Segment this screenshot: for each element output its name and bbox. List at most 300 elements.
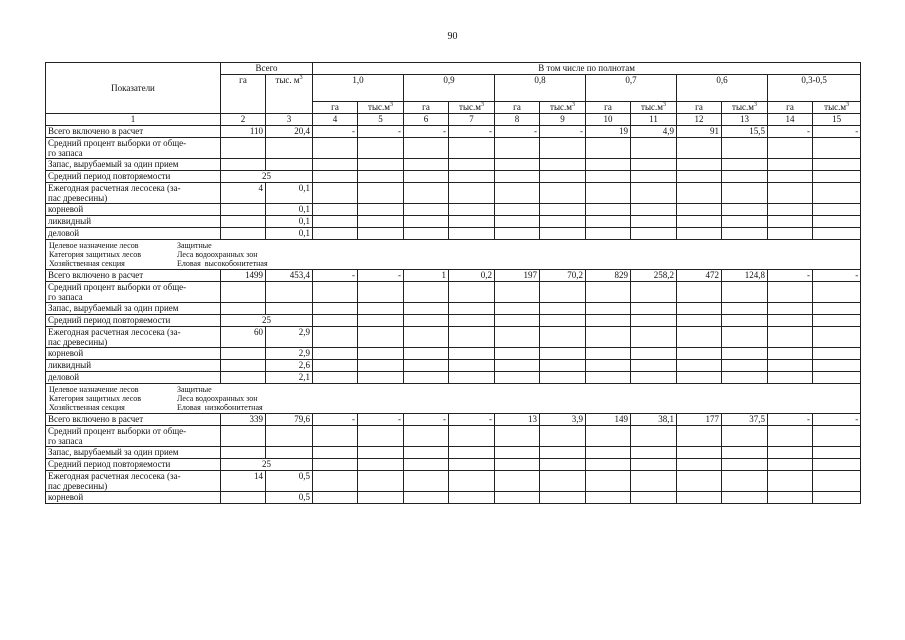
table-cell [813, 360, 861, 372]
table-cell [358, 459, 404, 471]
table-cell [358, 159, 404, 171]
table-cell [722, 327, 768, 348]
table-cell [586, 282, 631, 303]
header-density-2: 0,8 [495, 75, 586, 102]
table-cell [313, 303, 358, 315]
table-cell [358, 471, 404, 492]
table-cell: 19 [586, 126, 631, 138]
table-cell [313, 216, 358, 228]
table-row [46, 348, 861, 360]
table-cell [495, 360, 540, 372]
table-cell [631, 138, 677, 159]
column-number: 8 [495, 114, 540, 126]
table-cell [540, 303, 586, 315]
table-cell: 124,8 [722, 270, 768, 282]
row-label: деловой [46, 372, 221, 384]
table-cell [631, 372, 677, 384]
table-cell [813, 447, 861, 459]
table-cell: - [449, 126, 495, 138]
table-cell [586, 216, 631, 228]
table-cell [586, 138, 631, 159]
row-label: ликвидный [46, 360, 221, 372]
table-cell [358, 372, 404, 384]
table-cell [358, 204, 404, 216]
table-cell [768, 471, 813, 492]
header-sub-volume: $тыс.м^3$ [358, 102, 404, 114]
table-cell [358, 492, 404, 504]
table-cell [586, 348, 631, 360]
table-row [46, 216, 861, 228]
table-cell: - [358, 270, 404, 282]
header-sub-ha: га [677, 102, 722, 114]
table-cell [813, 348, 861, 360]
table-cell [631, 171, 677, 183]
table-cell [404, 348, 449, 360]
table-cell [631, 315, 677, 327]
table-cell [722, 216, 768, 228]
table-cell [313, 459, 358, 471]
table-cell [722, 159, 768, 171]
table-cell [586, 372, 631, 384]
table-cell: 197 [495, 270, 540, 282]
table-cell [358, 426, 404, 447]
table-cell [677, 138, 722, 159]
table-cell [722, 459, 768, 471]
table-cell [813, 471, 861, 492]
table-cell: - [768, 414, 813, 426]
table-cell [358, 228, 404, 240]
table-cell: 60 [221, 327, 266, 348]
row-label: Запас, вырубаемый за один прием [46, 159, 221, 171]
table-cell: 4 [221, 183, 266, 204]
table-cell [221, 492, 266, 504]
column-number: 5 [358, 114, 404, 126]
table-cell: 258,2 [631, 270, 677, 282]
table-cell [358, 360, 404, 372]
table-cell [631, 183, 677, 204]
table-cell [495, 159, 540, 171]
table-cell [631, 159, 677, 171]
table-cell: 13 [495, 414, 540, 426]
table-cell [313, 171, 358, 183]
table-cell: - [358, 414, 404, 426]
table-cell [813, 171, 861, 183]
table-cell [540, 372, 586, 384]
table-cell [540, 360, 586, 372]
table-cell: - [313, 126, 358, 138]
table-cell [586, 159, 631, 171]
table-cell [313, 492, 358, 504]
table-cell [540, 204, 586, 216]
table-cell: 0,1 [266, 216, 313, 228]
table-cell [313, 426, 358, 447]
header-total: Всего [221, 63, 313, 75]
table-cell [813, 327, 861, 348]
table-cell [495, 315, 540, 327]
table-cell [540, 327, 586, 348]
table-cell: - [404, 414, 449, 426]
section-info-key: Категория защитных лесов [49, 250, 142, 259]
table-cell: - [404, 126, 449, 138]
table-cell [404, 447, 449, 459]
table-cell [631, 471, 677, 492]
row-label: Ежегодная расчетная лесосека (за- пас древесины) [46, 183, 221, 204]
table-row [46, 459, 861, 471]
table-cell [313, 315, 358, 327]
page-number: 90 [447, 31, 458, 42]
table-cell [495, 327, 540, 348]
header-sub-ha: га [495, 102, 540, 114]
table-cell [813, 459, 861, 471]
table-cell [677, 216, 722, 228]
section-info-value: Еловая высокобонитетная [177, 259, 268, 268]
header-density-4: 0,6 [677, 75, 768, 102]
table-cell [631, 426, 677, 447]
row-label: Всего включено в расчет [46, 126, 221, 138]
table-cell [404, 327, 449, 348]
table-cell [266, 138, 313, 159]
table-row [46, 360, 861, 372]
table-cell [586, 327, 631, 348]
row-label: ликвидный [46, 216, 221, 228]
table-cell [404, 282, 449, 303]
row-label: Средний процент выборки от обще- го запаса [46, 426, 221, 447]
table-cell: 2,9 [266, 348, 313, 360]
table-cell [313, 183, 358, 204]
table-cell: 79,6 [266, 414, 313, 426]
table-cell [677, 492, 722, 504]
table-cell [449, 327, 495, 348]
table-cell [768, 360, 813, 372]
table-cell [540, 159, 586, 171]
table-cell: 2,6 [266, 360, 313, 372]
header-density-5: 0,3-0,5 [768, 75, 861, 102]
table-row [46, 270, 861, 282]
table-cell: 177 [677, 414, 722, 426]
header-total-volume: тыс. $м^3$ [266, 75, 313, 114]
table-cell [813, 492, 861, 504]
table-cell [404, 228, 449, 240]
header-sub-volume: $тыс.м^3$ [813, 102, 861, 114]
table-cell [266, 159, 313, 171]
table-cell: 20,4 [266, 126, 313, 138]
table-cell [358, 303, 404, 315]
table-cell [768, 327, 813, 348]
table-cell: - [813, 270, 861, 282]
header-by-density: В том числе по полнотам [313, 63, 861, 75]
table-cell: 0,1 [266, 228, 313, 240]
table-cell [313, 327, 358, 348]
allowable-cut-table [45, 62, 861, 504]
table-cell [358, 138, 404, 159]
table-cell [631, 282, 677, 303]
column-number: 7 [449, 114, 495, 126]
table-cell [449, 303, 495, 315]
table-cell [449, 471, 495, 492]
column-number: 2 [221, 114, 266, 126]
table-cell [722, 492, 768, 504]
table-cell: - [495, 126, 540, 138]
table-cell [221, 372, 266, 384]
table-row [46, 228, 861, 240]
table-cell [768, 348, 813, 360]
table-cell [768, 492, 813, 504]
table-cell [677, 282, 722, 303]
column-number: 10 [586, 114, 631, 126]
section-info-line [49, 250, 857, 259]
table-cell [768, 447, 813, 459]
table-cell [358, 348, 404, 360]
table-cell [586, 471, 631, 492]
table-cell [768, 159, 813, 171]
table-cell [722, 372, 768, 384]
table-cell [813, 138, 861, 159]
table-cell: 0,1 [266, 204, 313, 216]
table-cell [722, 348, 768, 360]
row-label: корневой [46, 204, 221, 216]
table-cell: 1499 [221, 270, 266, 282]
table-cell [631, 216, 677, 228]
table-cell [358, 315, 404, 327]
table-cell: 37,5 [722, 414, 768, 426]
table-cell [313, 282, 358, 303]
table-cell [404, 372, 449, 384]
table-cell: - [449, 414, 495, 426]
row-label: корневой [46, 492, 221, 504]
table-cell [540, 228, 586, 240]
table-row [46, 471, 861, 492]
row-label: Ежегодная расчетная лесосека (за- пас древесины) [46, 471, 221, 492]
row-label: Ежегодная расчетная лесосека (за- пас древесины) [46, 327, 221, 348]
table-cell [221, 447, 266, 459]
table-cell: 149 [586, 414, 631, 426]
table-row [46, 447, 861, 459]
table-cell [313, 360, 358, 372]
table-cell [813, 204, 861, 216]
table-cell [404, 138, 449, 159]
table-cell: 14 [221, 471, 266, 492]
table-cell: - [768, 126, 813, 138]
table-cell [449, 447, 495, 459]
section-info [46, 240, 861, 270]
table-cell [449, 159, 495, 171]
column-number: 9 [540, 114, 586, 126]
column-number: 6 [404, 114, 449, 126]
table-cell: 453,4 [266, 270, 313, 282]
header-sub-volume: $тыс.м^3$ [631, 102, 677, 114]
table-cell [313, 228, 358, 240]
table-cell [495, 426, 540, 447]
row-label: Средний период повторяемости [46, 315, 221, 327]
table-cell [768, 138, 813, 159]
table-cell [813, 426, 861, 447]
table-cell: - [768, 270, 813, 282]
header-density-3: 0,7 [586, 75, 677, 102]
column-number: 12 [677, 114, 722, 126]
table-cell [495, 138, 540, 159]
table-row [46, 315, 861, 327]
table-cell [449, 492, 495, 504]
table-cell [677, 159, 722, 171]
row-label: Запас, вырубаемый за один прием [46, 447, 221, 459]
table-cell [404, 471, 449, 492]
table-row [46, 372, 861, 384]
table-cell [677, 228, 722, 240]
table-cell [586, 459, 631, 471]
table-cell [495, 183, 540, 204]
table-cell [404, 426, 449, 447]
table-cell [540, 426, 586, 447]
table-cell [404, 459, 449, 471]
table-cell [722, 171, 768, 183]
section-info-key: Хозяйственная секция [49, 403, 125, 412]
table-cell [722, 282, 768, 303]
table-cell [495, 216, 540, 228]
column-number: 4 [313, 114, 358, 126]
table-cell [449, 228, 495, 240]
table-cell [449, 183, 495, 204]
table-cell: 91 [677, 126, 722, 138]
section-info-key: Целевое назначение лесов [49, 241, 139, 250]
table-row [46, 414, 861, 426]
table-cell [358, 282, 404, 303]
table-cell [768, 183, 813, 204]
table-cell [404, 159, 449, 171]
cell-period: 25 [221, 171, 313, 183]
table-cell [221, 426, 266, 447]
table-row [46, 282, 861, 303]
table-cell [722, 228, 768, 240]
table-cell [449, 315, 495, 327]
table-row [46, 303, 861, 315]
table-cell [813, 159, 861, 171]
table-cell [449, 372, 495, 384]
table-cell [586, 426, 631, 447]
column-number: 3 [266, 114, 313, 126]
table-cell [404, 216, 449, 228]
table-cell [813, 282, 861, 303]
table-cell: - [313, 414, 358, 426]
table-cell [677, 426, 722, 447]
table-cell [813, 372, 861, 384]
column-number: 11 [631, 114, 677, 126]
table-cell [221, 282, 266, 303]
table-row [46, 159, 861, 171]
section-info-line [49, 259, 857, 268]
table-cell [404, 204, 449, 216]
section-info-line [49, 403, 857, 412]
header-density-1: 0,9 [404, 75, 495, 102]
table-cell [358, 216, 404, 228]
table-cell [768, 228, 813, 240]
table-cell [266, 303, 313, 315]
table-row [46, 171, 861, 183]
row-label: Всего включено в расчет [46, 270, 221, 282]
row-label: корневой [46, 348, 221, 360]
header-sub-volume: $тыс.м^3$ [722, 102, 768, 114]
table-cell [677, 315, 722, 327]
table-cell [313, 447, 358, 459]
table-cell: - [358, 126, 404, 138]
table-cell [677, 183, 722, 204]
table-cell [404, 492, 449, 504]
table-cell [813, 183, 861, 204]
table-cell [768, 315, 813, 327]
table-cell [540, 471, 586, 492]
table-cell [313, 204, 358, 216]
table-cell [449, 459, 495, 471]
section-info-value: Леса водоохранных зон [177, 250, 258, 259]
table-row [46, 138, 861, 159]
table-cell [586, 492, 631, 504]
table-cell [586, 303, 631, 315]
table-cell [677, 171, 722, 183]
table-cell: 15,5 [722, 126, 768, 138]
row-label: Средний процент выборки от обще- го запаса [46, 282, 221, 303]
table-cell [404, 360, 449, 372]
table-cell [495, 447, 540, 459]
table-cell [722, 204, 768, 216]
column-number: 14 [768, 114, 813, 126]
table-cell [495, 282, 540, 303]
table-cell: 472 [677, 270, 722, 282]
table-cell [221, 204, 266, 216]
table-cell [631, 327, 677, 348]
table-cell [586, 228, 631, 240]
table-row [46, 327, 861, 348]
table-cell [313, 348, 358, 360]
table-cell [540, 459, 586, 471]
table-cell [631, 492, 677, 504]
table-cell [266, 447, 313, 459]
table-cell [221, 348, 266, 360]
cell-period: 25 [221, 315, 313, 327]
table-cell: 1 [404, 270, 449, 282]
table-cell [722, 426, 768, 447]
table-cell [495, 303, 540, 315]
table-cell [221, 360, 266, 372]
table-cell: - [813, 126, 861, 138]
section-info-row [46, 384, 861, 414]
table-cell [495, 204, 540, 216]
table-cell [449, 216, 495, 228]
table-cell [404, 315, 449, 327]
section-info-row [46, 240, 861, 270]
table-cell [677, 447, 722, 459]
table-cell [313, 372, 358, 384]
table-cell [631, 204, 677, 216]
table-cell [540, 216, 586, 228]
table-row [46, 204, 861, 216]
row-label: Средний процент выборки от обще- го запаса [46, 138, 221, 159]
table-cell [768, 303, 813, 315]
column-number: 1 [46, 114, 221, 126]
table-cell: 0,1 [266, 183, 313, 204]
table-row [46, 183, 861, 204]
table-cell [495, 372, 540, 384]
header-sub-ha: га [586, 102, 631, 114]
section-info-key: Категория защитных лесов [49, 394, 142, 403]
header-indicators: Показатели [46, 63, 221, 114]
row-label: деловой [46, 228, 221, 240]
section-info-line [49, 241, 857, 250]
table-cell [586, 204, 631, 216]
table-cell [722, 303, 768, 315]
table-cell [768, 204, 813, 216]
table-cell: 3,9 [540, 414, 586, 426]
table-cell [358, 171, 404, 183]
table-cell [358, 327, 404, 348]
